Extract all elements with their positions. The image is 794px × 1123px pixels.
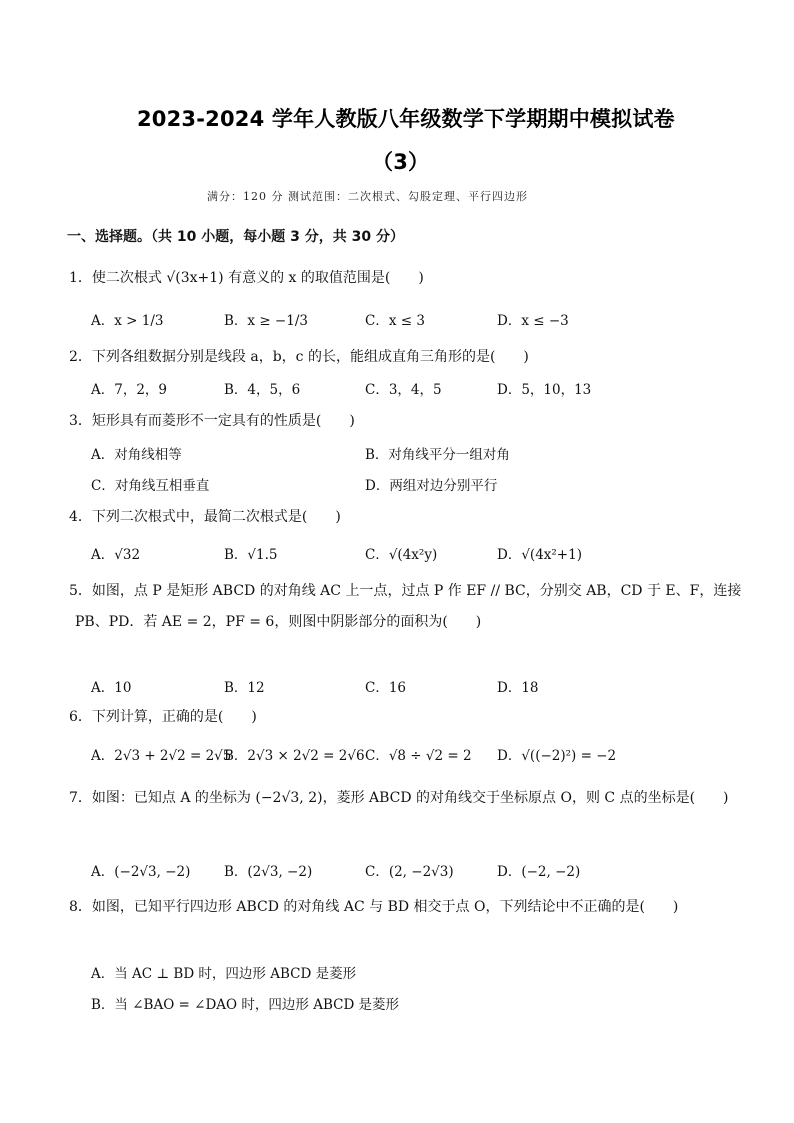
question-7-option-b: B．(2√3, −2): [224, 864, 313, 880]
question-5-option-c: C．16: [365, 680, 407, 696]
question-6-option-d: D．√((−2)²) = −2: [497, 748, 617, 764]
question-6-option-a: A．2√3 + 2√2 = 2√5: [91, 748, 232, 764]
question-6-option-c: C．√8 ÷ √2 = 2: [365, 748, 472, 764]
question-7-option-c: C．(2, −2√3): [365, 864, 454, 880]
question-3-option-a: A．对角线相等: [91, 447, 182, 463]
question-2-stem: 2．下列各组数据分别是线段 a，b，c 的长，能组成直角三角形的是( ): [69, 349, 529, 365]
question-2-option-b: B．4，5，6: [224, 382, 301, 398]
question-5-option-b: B．12: [224, 680, 265, 696]
question-5-stem-line-2: PB、PD．若 AE = 2，PF = 6，则图中阴影部分的面积为( ): [75, 614, 482, 630]
question-2-option-a: A．7，2，9: [91, 382, 168, 398]
question-2-option-d: D．5，10，13: [497, 382, 592, 398]
question-3-stem: 3．矩形具有而菱形不一定具有的性质是( ): [69, 413, 355, 429]
question-1-option-c: C．x ≤ 3: [365, 313, 425, 329]
question-5-stem-line-1: 5．如图，点 P 是矩形 ABCD 的对角线 AC 上一点，过点 P 作 EF // BC，分别交 AB，CD 于 E、F，连接: [69, 583, 742, 599]
question-1-option-d: D．x ≤ −3: [497, 313, 569, 329]
question-4-option-c: C．√(4x²y): [365, 547, 438, 563]
question-4-option-b: B．√1.5: [224, 547, 278, 563]
exam-meta: 满分：120 分 测试范围：二次根式、勾股定理、平行四边形: [207, 190, 528, 203]
question-7-stem: 7．如图：已知点 A 的坐标为 (−2√3, 2)，菱形 ABCD 的对角线交于坐标原点 O，则 C 点的坐标是( ): [69, 790, 729, 806]
page-title-part: （3）: [372, 150, 430, 174]
question-7-option-d: D．(−2, −2): [497, 864, 581, 880]
question-4-stem: 4．下列二次根式中，最简二次根式是( ): [69, 509, 341, 525]
question-5-option-d: D．18: [497, 680, 539, 696]
question-7-option-a: A．(−2√3, −2): [91, 864, 191, 880]
question-3-option-d: D．两组对边分别平行: [365, 478, 498, 494]
question-2-option-c: C．3，4，5: [365, 382, 442, 398]
question-5-option-a: A．10: [91, 680, 132, 696]
question-4-option-d: D．√(4x²+1): [497, 547, 582, 563]
question-4-option-a: A．√32: [91, 547, 141, 563]
question-1-option-b: B．x ≥ −1/3: [224, 313, 308, 329]
question-3-option-c: C．对角线互相垂直: [91, 478, 210, 494]
page-title: 2023-2024 学年人教版八年级数学下学期期中模拟试卷: [137, 107, 675, 131]
question-1-option-a: A．x > 1/3: [91, 313, 164, 329]
question-1-stem: 1．使二次根式 √(3x+1) 有意义的 x 的取值范围是( ): [69, 270, 424, 286]
section-heading: 一、选择题。（共 10 小题，每小题 3 分，共 30 分）: [67, 229, 404, 245]
question-8-option-b: B．当 ∠BAO = ∠DAO 时，四边形 ABCD 是菱形: [91, 997, 400, 1013]
question-3-option-b: B．对角线平分一组对角: [365, 447, 510, 463]
question-6-option-b: B．2√3 × 2√2 = 2√6: [224, 748, 365, 764]
question-8-stem: 8．如图，已知平行四边形 ABCD 的对角线 AC 与 BD 相交于点 O，下列结论中不正确的是( ): [69, 899, 679, 915]
question-8-option-a: A．当 AC ⊥ BD 时，四边形 ABCD 是菱形: [91, 966, 357, 982]
question-6-stem: 6．下列计算，正确的是( ): [69, 709, 257, 725]
